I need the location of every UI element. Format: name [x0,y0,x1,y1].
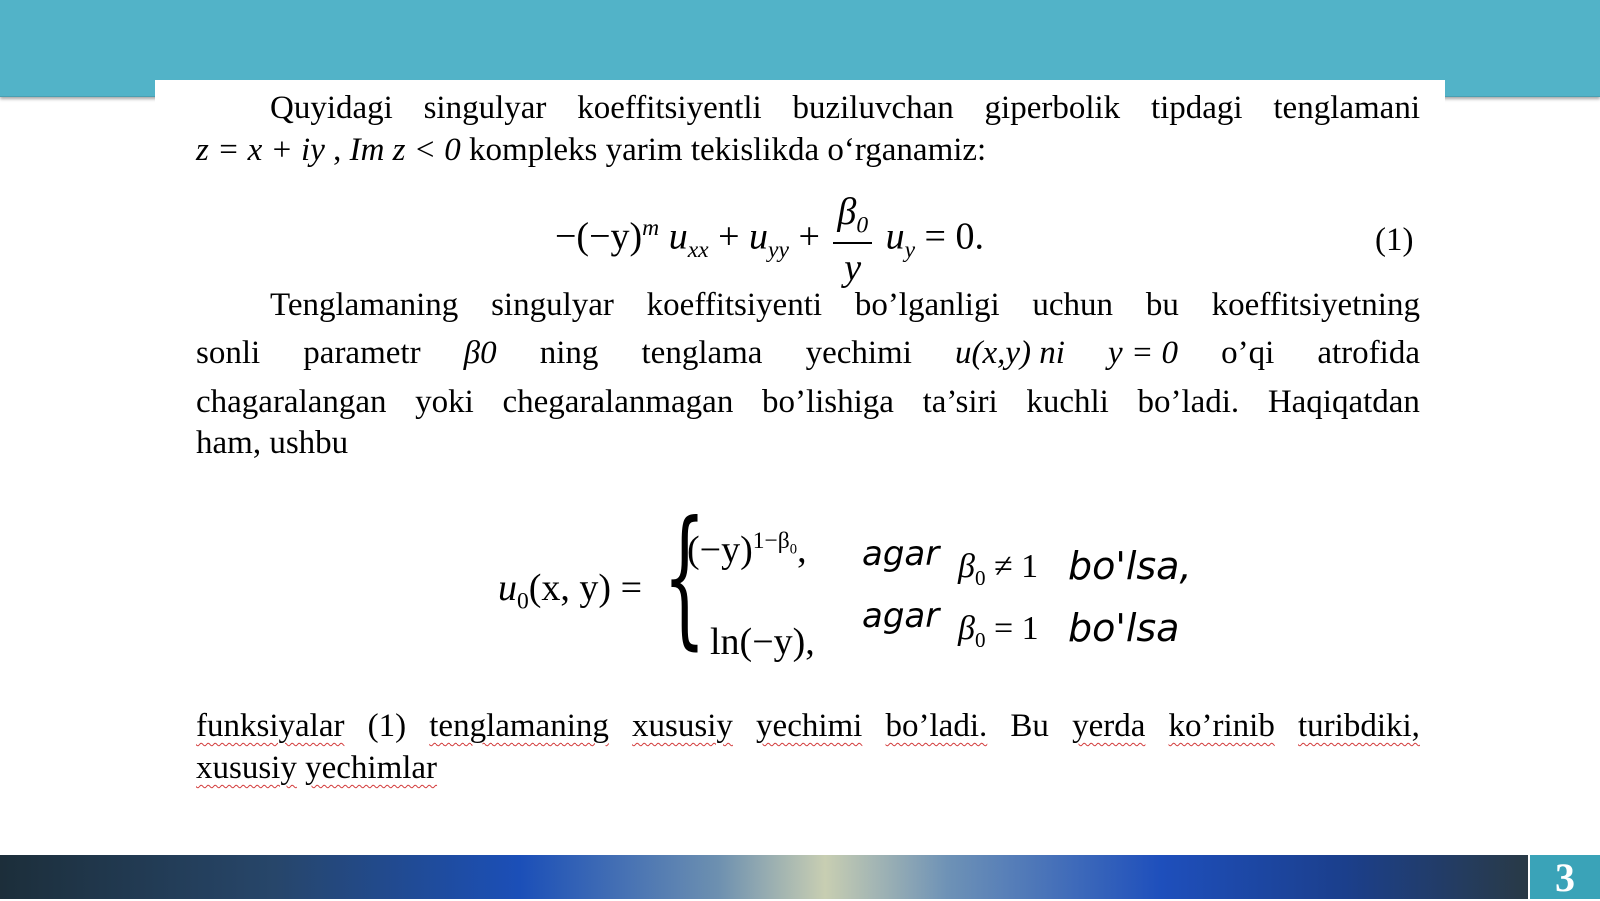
eq2-case-2 [710,620,815,664]
eq2-case1-cond: ≠ 1 [993,548,1039,585]
eq1-fraction [833,190,872,290]
eq2-case1-agar: agar [862,534,940,574]
eq1-term-neg-y: −(−y) [555,215,643,258]
p3-word: xususiy [632,708,733,744]
eq2-case1-exponent [752,528,798,559]
p2-line3-word: yoki [415,384,474,420]
paragraph-2-line-3 [196,384,1420,421]
p3-word: bo’ladi. [885,708,988,744]
paragraph-1-line-2 [196,132,986,169]
p3-word: tenglamaning [429,708,609,744]
p3-word: yerda [1072,708,1146,744]
p2-line2-word: sonli [196,335,261,371]
eq1-sub-yy: yy [768,237,789,264]
eq2-case2-expr: ln(−y), [710,621,815,663]
eq1-sub-y: y [904,237,916,264]
p2-line1-word: koeffitsiyenti [646,287,823,323]
p3-word: xususiy [196,750,297,786]
eq1-beta: β [837,191,857,233]
eq1-frac-numerator [833,190,872,244]
eq1-frac-denominator: y [844,246,862,289]
p2-line2-word: atrofida [1317,335,1420,371]
math-im-condition: Im z < 0 [349,132,461,168]
p1-line1-word: singulyar [423,90,547,126]
eq2-case2-cond: = 1 [993,610,1039,647]
p3-word: ko’rinib [1168,708,1275,744]
eq2-case1-exp-sub: 0 [789,542,798,559]
paragraph-1-line-2-text: kompleks yarim tekislikda o‘rganamiz: [469,132,987,168]
eq1-u3: u [885,215,905,258]
eq2-case1-bolsa: bo'lsa, [1068,544,1192,588]
eq2-case1-base: (−y) [687,529,753,571]
p2-line3-word: chagaralangan [196,384,387,420]
equation-1-label: (1) [1375,222,1414,258]
eq1-plus-2: + [798,215,820,258]
paragraph-3-line-2 [196,750,437,787]
p2-line2-word: tenglama [641,335,763,371]
eq1-exponent-m: m [642,214,660,241]
p2-line3-word: bo’lishiga [761,384,894,420]
paragraph-3-line-1 [196,708,1420,745]
eq1-u: u [668,215,688,258]
p2-line2-word: ning [539,335,599,371]
page-number: 3 [1555,855,1575,900]
p2-line2-word: y = 0 [1108,335,1178,371]
eq2-u: u [498,567,517,609]
p1-line1-word: buziluvchan [792,90,954,126]
p2-line2-word: β0 [463,335,497,371]
eq2-case2-bolsa: bo'lsa [1068,606,1180,650]
p2-line3-word: bo’ladi. [1137,384,1240,420]
eq2-case2-beta-sub: 0 [974,627,986,652]
p3-word: funksiyalar [196,708,345,744]
eq2-case1-beta: β [958,548,975,585]
eq2-brace: { [663,490,706,664]
p3-word: yechimi [756,708,863,744]
eq2-case1-condition [958,548,1038,591]
p2-line1-word: bu [1145,287,1179,323]
equation-1 [555,190,984,290]
paragraph-1-line-1 [270,90,1420,127]
p2-line1-word: singulyar [491,287,614,323]
paragraph-2-line-2 [196,335,1420,372]
separator: , [333,132,342,168]
p2-line1-word: bo’lganligi [854,287,1000,323]
paragraph-2-line-4: ham, ushbu [196,425,349,461]
eq1-u2: u [749,215,769,258]
p2-line3-word: chegaralanmagan [502,384,734,420]
eq1-plus-1: + [718,215,740,258]
p2-line2-word: o’qi [1221,335,1275,371]
footer-band [0,855,1528,899]
p2-line2-word: yechimi [805,335,912,371]
math-z-definition: z = x + iy [196,132,325,168]
p1-line1-word: tenglamani [1273,90,1420,126]
eq1-rhs: = 0 [924,215,975,258]
p1-line1-word: tipdagi [1150,90,1243,126]
p2-line1-word: uchun [1032,287,1114,323]
p3-word: turibdiki, [1298,708,1420,744]
p2-line3-word: kuchli [1026,384,1109,420]
eq2-case2-condition [958,610,1039,653]
equation-2-lhs [498,566,642,616]
eq2-case1-comma: , [797,529,807,571]
eq1-dot: . [974,215,984,258]
eq2-args: (x, y) = [528,567,643,609]
eq2-case1-exp-text: 1−β [752,528,790,555]
eq2-case2-beta: β [958,610,975,647]
p2-line3-word: Haqiqatdan [1267,384,1420,420]
eq2-case1-beta-sub: 0 [974,565,986,590]
p2-line3-word: ta’siri [922,384,998,420]
p1-line1-word: Quyidagi [270,90,393,126]
eq2-case2-agar: agar [862,596,940,636]
paragraph-2-line-1 [270,287,1420,324]
p2-line2-word: u(x,y) ni [954,335,1065,371]
p2-line1-word: koeffitsiyetning [1211,287,1420,323]
p2-line2-word: parametr [303,335,421,371]
eq2-case-1 [687,528,807,572]
p3-word: Bu [1010,708,1049,744]
p1-line1-word: giperbolik [984,90,1121,126]
eq1-beta-sub: 0 [856,212,869,239]
p2-line1-word: Tenglamaning [270,287,459,323]
eq2-u-sub: 0 [517,588,529,615]
p1-line1-word: koeffitsiyentli [577,90,762,126]
p3-word: (1) [367,708,407,744]
eq1-sub-xx: xx [687,237,709,264]
p3-word: yechimlar [305,750,438,786]
